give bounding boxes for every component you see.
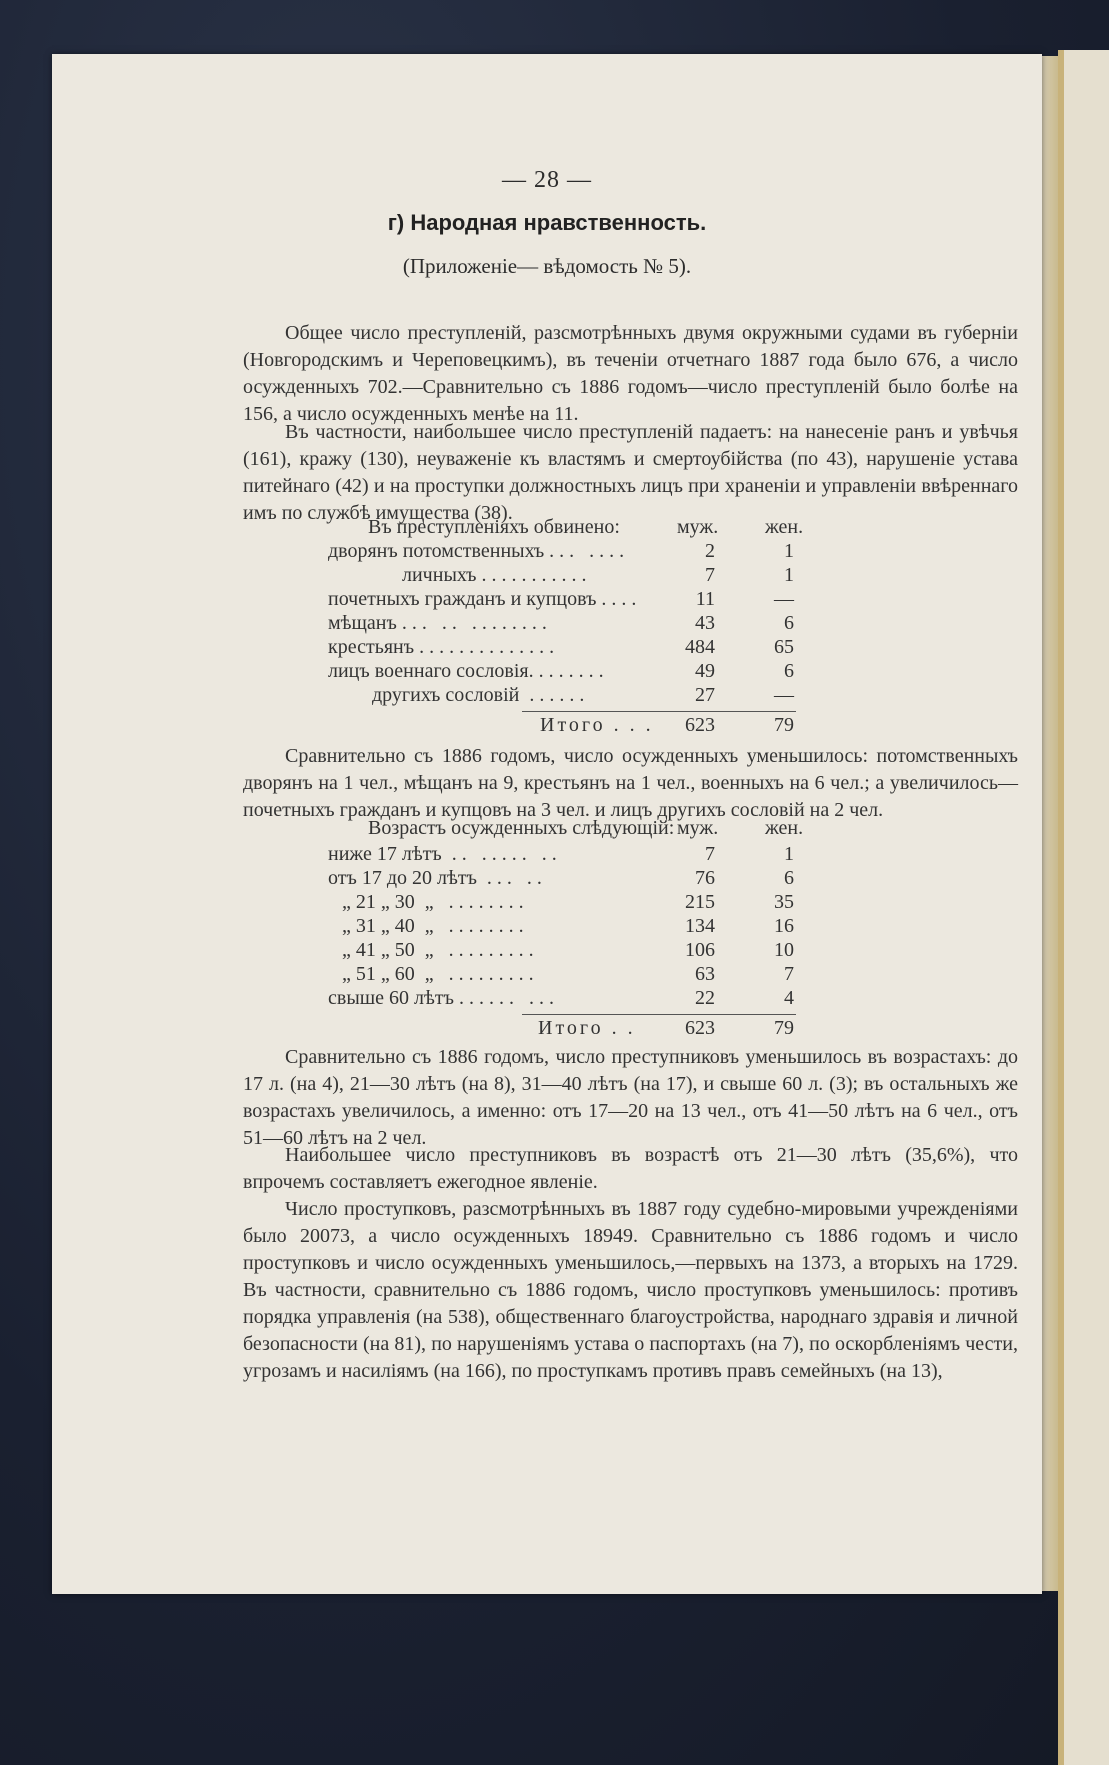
table-row-f: — [774,684,794,706]
table-row-label: крестьянъ . . . . . . . . . . . . . . [328,636,555,658]
document-page [52,54,1042,1594]
table-row-f: 6 [784,612,794,634]
page-fold-edge [1040,56,1058,1591]
table-row-label: ниже 17 лѣтъ . . . . . . . . . [328,843,557,865]
table-row-f: 65 [774,636,794,658]
paragraph-3: Сравнительно съ 1886 годомъ, число осужденныхъ уменьшилось: потомственныхъ дворянъ на 1 чел., мѣщанъ на 9, крестьянъ на 1 чел., военныхъ на 6 чел.; а увеличилось—почетныхъ гражданъ и купцовъ на 3 чел. и лицъ другихъ сословій на 2 чел. [243,745,1018,821]
table-row-label: лицъ военнаго сословія. . . . . . . . [328,660,604,682]
table-row-m: 27 [695,684,715,706]
table-row-m: 215 [685,891,715,913]
table2-header-f: жен. [765,817,804,839]
table2-total-f: 79 [774,1017,794,1039]
table-row-f: 4 [784,987,794,1009]
section-subtitle: (Приложеніе— вѣдомость № 5). [402,254,692,278]
next-page-edge [1058,50,1109,1765]
table1-total-label: Итого . . . [540,714,654,736]
table-row-f: 7 [784,963,794,985]
table-row-m: 76 [695,867,715,889]
paragraph-1: Общее число преступленій, разсмотрѣнныхъ двумя окружными судами въ губерніи (Новгородскимъ и Череповецкимъ), въ теченіи отчетнаго 1887 года было 676, а число осужденныхъ 702.—Сравнительно съ 1886 годомъ—число преступленій было болѣе на 156, а число осужденныхъ менѣе на 11. [243,322,1018,425]
table-row-f: 16 [774,915,794,937]
table-row-f: — [774,588,794,610]
section-title: г) Народная нравственность. [387,210,707,235]
table-row-m: 22 [695,987,715,1009]
table2-total-rule [522,1014,796,1015]
table-row-label: „ 21 „ 30 „ . . . . . . . . [342,891,524,913]
table-row-f: 1 [784,564,794,586]
table-row-label: другихъ сословій . . . . . . [372,684,585,706]
table-row-label: мѣщанъ . . . . . . . . . . . . . [328,612,547,634]
table-row-label: дворянъ потомственныхъ . . . . . . . [328,540,625,562]
table-row-f: 6 [784,660,794,682]
table-row-m: 134 [685,915,715,937]
table-row-m: 7 [705,564,715,586]
table-row-m: 106 [685,939,715,961]
table-row-label: „ 41 „ 50 „ . . . . . . . . . [342,939,534,961]
table-row-m: 43 [695,612,715,634]
paragraph-6: Число проступковъ, разсмотрѣнныхъ въ 1887 году судебно-мировыми учрежденіями было 20073, а число осужденныхъ 18949. Сравнительно съ 1886 годомъ и число проступковъ и число осужденныхъ уменьшилось,—первыхъ на 1373, а вторыхъ на 1729. Въ частности, сравнительно съ 1886 годомъ, число проступковъ уменьшилось: противъ порядка управленія (на 538), общественнаго благоустройства, народнаго здравія и личной безопасности (на 81), по нарушеніямъ устава о паспортахъ (на 7), по оскорбленіямъ чести, угрозамъ и насиліямъ (на 166), по проступкамъ противъ правъ семейныхъ (на 13), [243,1198,1018,1382]
table-row-m: 11 [695,588,715,610]
table2-total-m: 623 [685,1017,715,1039]
table-row-label: почетныхъ гражданъ и купцовъ . . . . [328,588,637,610]
table-row-f: 6 [784,867,794,889]
paragraph-4: Сравнительно съ 1886 годомъ, число преступниковъ уменьшилось въ возрастахъ: до 17 л. (на 4), 21—30 лѣтъ (на 8), 31—40 лѣтъ (на 17), и свыше 60 л. (3); въ остальныхъ же возрастахъ увеличилось, а именно: отъ 17—20 на 13 чел., отъ 41—50 лѣтъ на 6 чел., отъ 51—60 лѣтъ на 2 чел. [243,1046,1018,1149]
table-row-label: отъ 17 до 20 лѣтъ . . . . . [328,867,542,889]
table-row-m: 2 [705,540,715,562]
table-row-f: 10 [774,939,794,961]
table-row-f: 1 [784,540,794,562]
table-row-label: „ 31 „ 40 „ . . . . . . . . [342,915,524,937]
table-row-f: 1 [784,843,794,865]
paragraph-5: Наибольшее число преступниковъ въ возрастѣ отъ 21—30 лѣтъ (35,6%), что впрочемъ составляетъ ежегодное явленіе. [243,1144,1018,1193]
table-row-label: личныхъ . . . . . . . . . . . [402,564,587,586]
table1-total-f: 79 [774,714,794,736]
table-row-m: 7 [705,843,715,865]
page-number: — 28 — [502,167,592,193]
table2-total-label: Итого . . [538,1017,636,1039]
table2-header-m: муж. [677,817,719,839]
table-row-m: 63 [695,963,715,985]
table1-header-f: жен. [765,516,804,538]
table1-total-m: 623 [685,714,715,736]
table1-caption: Въ преступленіяхъ обвинено: [368,516,620,538]
table-row-label: свыше 60 лѣтъ . . . . . . . . . [328,987,554,1009]
table-row-label: „ 51 „ 60 „ . . . . . . . . . [342,963,534,985]
table1-total-rule [522,711,796,712]
table-row-m: 484 [685,636,715,658]
paragraph-2: Въ частности, наибольшее число преступленій падаетъ: на нанесеніе ранъ и увѣчья (161), кражу (130), неуваженіе къ властямъ и смертоубійства (по 43), нарушеніе устава питейнаго (42) и на проступки должностныхъ лицъ при храненіи и управленіи ввѣреннаго имъ по службѣ имущества (38). [243,421,1018,524]
table-row-f: 35 [774,891,794,913]
table2-caption: Возрастъ осужденныхъ слѣдующій: [368,817,675,839]
table1-header-m: муж. [677,516,719,538]
table-row-m: 49 [695,660,715,682]
